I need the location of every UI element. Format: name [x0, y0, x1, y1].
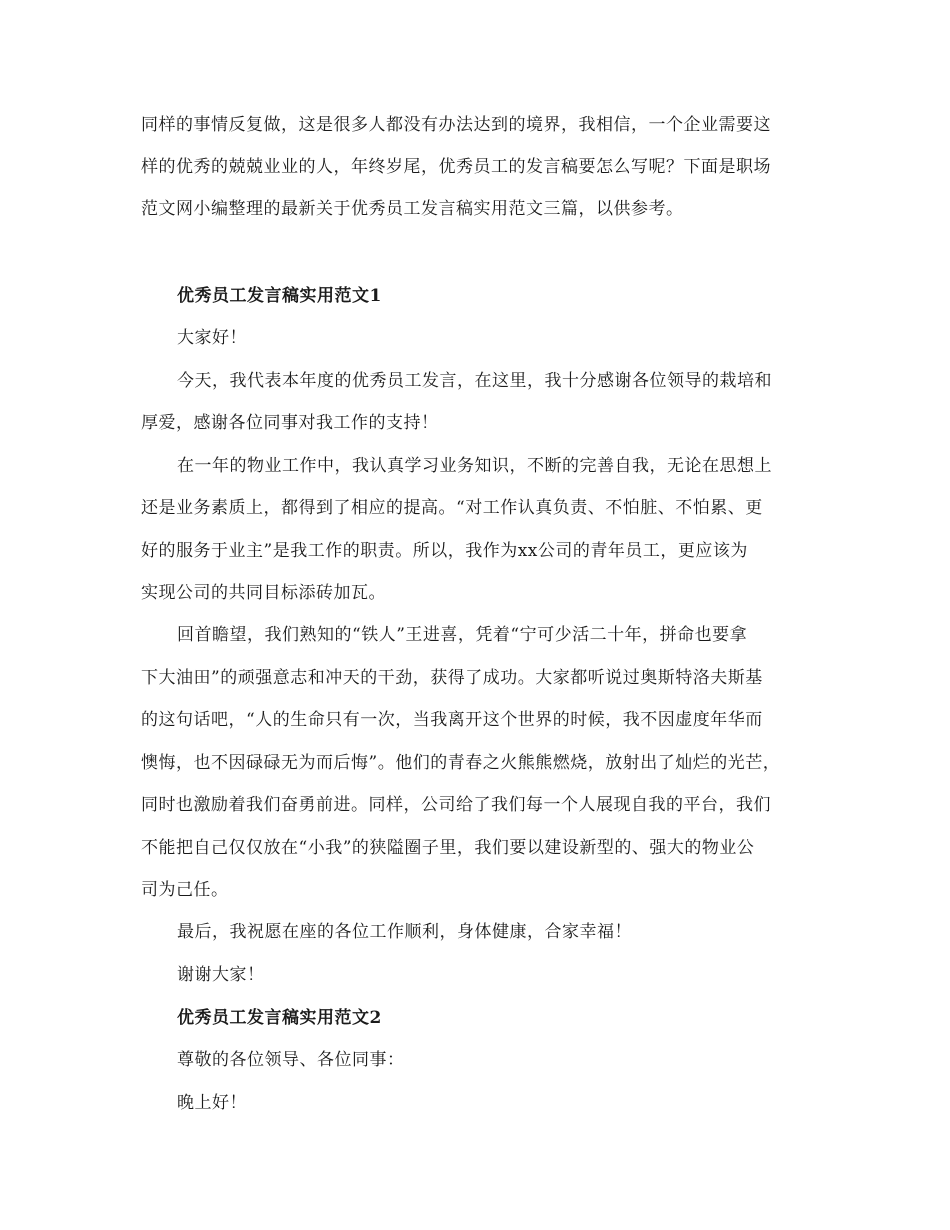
section1-para2-line-1: 在一年的物业工作中，我认真学习业务知识，不断的完善自我，无论在思想上	[177, 456, 772, 476]
intro-line-1: 同样的事情反复做，这是很多人都没有办法达到的境界，我相信，一个企业需要这	[141, 115, 771, 135]
intro-line-3: 范文网小编整理的最新关于优秀员工发言稿实用范文三篇，以供参考。	[141, 199, 684, 219]
section1-para2-line-4: 实现公司的共同目标添砖加瓦。	[141, 583, 386, 603]
section1-para3-line-5: 同时也激励着我们奋勇前进。同样，公司给了我们每一个人展现自我的平台，我们	[141, 795, 771, 815]
section1-para3-line-2: 下大油田”的顽强意志和冲天的干劲，获得了成功。大家都听说过奥斯特洛夫斯基	[141, 668, 763, 688]
section1-para2-line-2: 还是业务素质上，都得到了相应的提高。“对工作认真负责、不怕脏、不怕累、更	[141, 498, 763, 518]
section1-para1-line-1: 今天，我代表本年度的优秀员工发言，在这里，我十分感谢各位领导的栽培和	[177, 371, 772, 391]
section1-thanks: 谢谢大家！	[177, 965, 265, 985]
section1-closing: 最后，我祝愿在座的各位工作顺利，身体健康，合家幸福！	[177, 922, 632, 942]
section2-greeting: 晚上好！	[177, 1093, 247, 1113]
section2-heading: 优秀员工发言稿实用范文2	[177, 1008, 382, 1028]
section1-greeting: 大家好！	[177, 328, 247, 348]
section1-para3-line-4: 懊悔，也不因碌碌无为而后悔”。他们的青春之火熊熊燃烧，放射出了灿烂的光芒，	[141, 753, 781, 773]
section1-para1-line-2: 厚爱，感谢各位同事对我工作的支持！	[141, 413, 439, 433]
section2-salutation: 尊敬的各位领导、各位同事：	[177, 1050, 405, 1070]
section1-para2-line-3: 好的服务于业主”是我工作的职责。所以，我作为xx公司的青年员工，更应该为	[141, 541, 748, 561]
section1-para3-line-6: 不能把自己仅仅放在“小我”的狭隘圈子里，我们要以建设新型的、强大的物业公	[141, 838, 755, 858]
section1-heading: 优秀员工发言稿实用范文1	[177, 286, 382, 306]
intro-line-2: 样的优秀的兢兢业业的人，年终岁尾，优秀员工的发言稿要怎么写呢？下面是职场	[141, 157, 771, 177]
section1-para3-line-7: 司为己任。	[141, 880, 229, 900]
section1-para3-line-1: 回首瞻望，我们熟知的“铁人”王进喜，凭着“宁可少活二十年，拼命也要拿	[177, 625, 748, 645]
section1-para3-line-3: 的这句话吧，“人的生命只有一次，当我离开这个世界的时候，我不因虚度年华而	[141, 710, 763, 730]
